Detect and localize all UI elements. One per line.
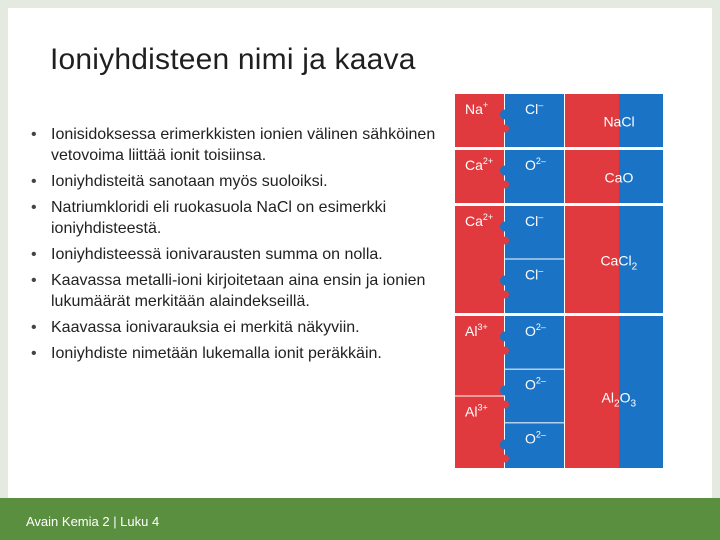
connector-knob (500, 332, 510, 342)
cation-label: $Ca^{2+}$ (465, 212, 494, 229)
connector-knob (500, 110, 510, 120)
anion-label: Cl– (525, 100, 544, 117)
footer-bar (0, 498, 720, 540)
formula-label: $Al_2O_3$ (601, 389, 637, 410)
connector-knob (500, 166, 510, 176)
anion-label: Cl– (525, 212, 544, 229)
bullet-list (26, 124, 446, 369)
connector-knob (501, 125, 509, 133)
ionic-compound-svg (455, 94, 663, 468)
connector-knob (501, 237, 509, 245)
connector-knob (501, 181, 509, 189)
connector-knob (500, 222, 510, 232)
connector-knob (501, 455, 509, 463)
connector-knob (500, 440, 510, 450)
footer-text: Avain Kemia 2 | Luku 4 (26, 514, 160, 529)
anion-label: $O^{2-}$ (525, 322, 546, 339)
cation-label: $Al^{3+}$ (465, 402, 488, 420)
cation-label: Na+ (465, 100, 489, 117)
connector-knob (500, 386, 510, 396)
bullet-item: • Ioniyhdisteitä sanotaan myös suoloiksi. (26, 171, 446, 192)
cation-label: $Ca^{2+}$ (465, 156, 494, 173)
anion-label: $O^{2-}$ (525, 156, 546, 173)
bullet-item: • Natriumkloridi eli ruokasuola NaCl on esimerkki ioniyhdisteestä. (26, 197, 446, 239)
connector-knob (501, 347, 509, 355)
formula-label: CaCl$_2$ (600, 252, 638, 273)
bullet-item: • Ioniyhdisteessä ionivarausten summa on nolla. (26, 244, 446, 265)
slide-title: Ioniyhdisteen nimi ja kaava (50, 43, 416, 76)
formula-label: NaCl (603, 113, 635, 130)
bullet-item: • Ioniyhdiste nimetään lukemalla ionit peräkkäin. (26, 343, 446, 364)
connector-knob (501, 401, 509, 409)
bullet-item: • Ionisidoksessa erimerkkisten ionien välinen sähköinen vetovoima liittää ionit toisiinsa. (26, 124, 446, 166)
formula-label: CaO (604, 169, 634, 186)
anion-label: Cl– (525, 265, 544, 283)
connector-knob (500, 276, 510, 286)
connector-knob (501, 291, 509, 299)
ionic-compound-diagram (455, 94, 663, 468)
bullet-item: • Kaavassa ionivarauksia ei merkitä näkyviin. (26, 317, 446, 338)
anion-label: $O^{2-}$ (525, 429, 546, 447)
anion-label: $O^{2-}$ (525, 375, 546, 393)
bullet-item: • Kaavassa metalli-ioni kirjoitetaan aina ensin ja ionien lukumäärät merkitään alaindekseillä. (26, 270, 446, 312)
cation-label: $Al^{3+}$ (465, 322, 488, 339)
